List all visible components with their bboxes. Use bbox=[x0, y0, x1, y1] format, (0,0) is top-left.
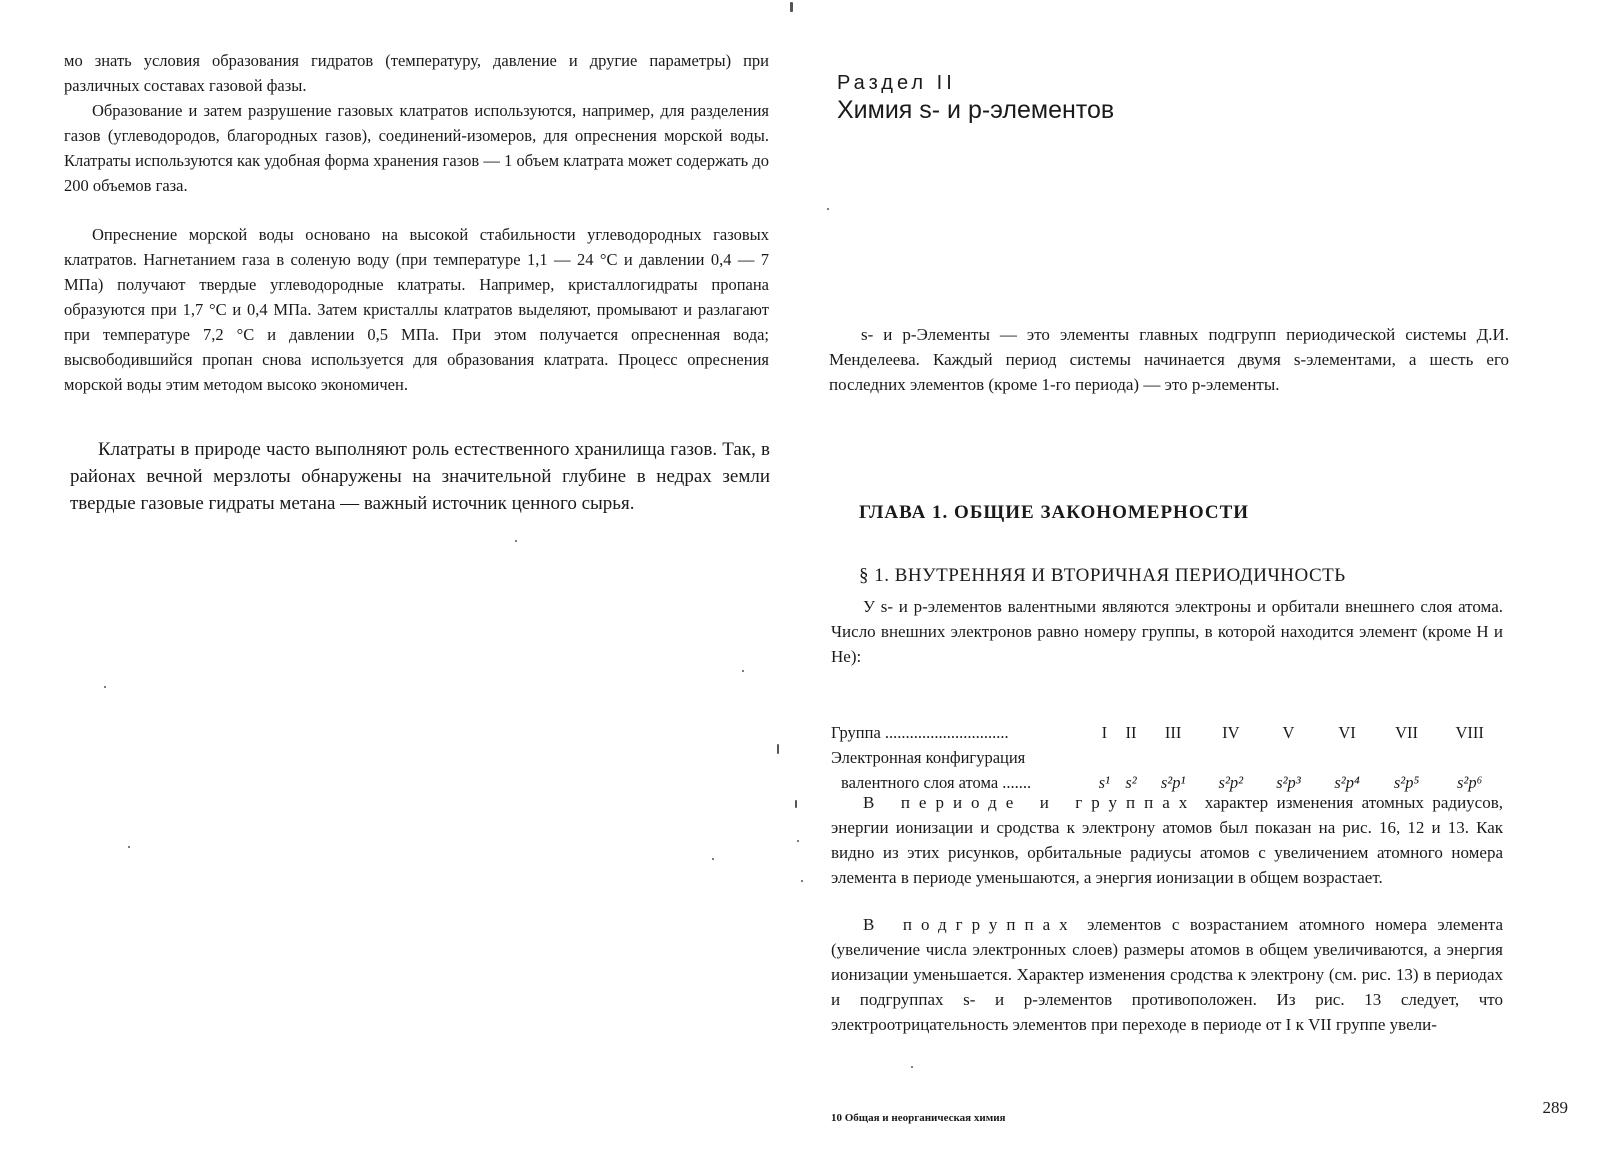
periods-text: характер изменения атомных радиусов, энергии ионизации и сродства к электрону атомов был показан на рис. 16, 12 и 13. Как видно из этих рисунков, орбитальные радиусы атомов с увеличением атомного номера элемента в периоде уменьшаются, а энергия ионизации в общем возрастает. bbox=[831, 793, 1504, 887]
intro-paragraph: s- и p-Элементы — это элементы главных подгрупп периодической системы Д.И. Менделеева. Каждый период системы начинается двумя s-элементами, а шесть его последних элементов (кроме 1-го периода) — это p-элементы. bbox=[829, 325, 1509, 394]
scan-speck bbox=[777, 744, 779, 754]
section-title: Химия s- и p-элементов bbox=[837, 96, 1115, 124]
config-cell: s²p² bbox=[1218, 773, 1244, 792]
config-cell: s²p¹ bbox=[1160, 773, 1186, 792]
config-cell: s²p⁶ bbox=[1456, 773, 1483, 792]
group-cell: II bbox=[1125, 723, 1137, 742]
subgroups-text: элементов с возрастанием атомного номера элемента (увеличение числа электронных слоев) размеры атомов в общем увеличиваются, а энергия ионизации уменьшается. Характер изменения сродства к электрону (см. рис. 13) в периодах и подгруппах s- и p-элементов противоположен. Из рис. 13 следует, что электроотрицательность элементов при переходе в периоде от I к VII группе увели- bbox=[831, 915, 1503, 1034]
scan-speck bbox=[790, 2, 793, 12]
group-label: Группа .............................. bbox=[831, 723, 1009, 742]
paragraph-heading: § 1. ВНУТРЕННЯЯ И ВТОРИЧНАЯ ПЕРИОДИЧНОСТЬ bbox=[859, 565, 1346, 586]
left-paragraph-1: мо знать условия образования гидратов (температуру, давление и другие параметры) при различных составах газовой фазы. bbox=[64, 51, 769, 95]
valence-paragraph: У s- и p-элементов валентными являются электроны и орбитали внешнего слоя атома. Число внешних электронов равно номеру группы, в которой находится элемент (кроме Н и Не): bbox=[831, 597, 1503, 666]
scan-speck bbox=[795, 800, 797, 808]
group-cell: V bbox=[1282, 723, 1295, 742]
scan-speck bbox=[128, 846, 130, 848]
scan-speck bbox=[742, 670, 744, 672]
page-number: 289 bbox=[1542, 1098, 1568, 1117]
config-cell: s²p⁴ bbox=[1334, 773, 1360, 792]
section-label: Раздел II bbox=[837, 72, 956, 94]
group-cell: I bbox=[1101, 723, 1108, 742]
scan-speck bbox=[801, 880, 803, 882]
config-cell: s²p³ bbox=[1276, 773, 1301, 792]
configuration-table bbox=[831, 718, 1503, 793]
right-page bbox=[807, 0, 1614, 1152]
left-paragraph-4: Клатраты в природе часто выполняют роль естественного хранилища газов. Так, в районах вечной мерзлоты обнаружены на значительной глубине в недрах земли твердые газовые гидраты метана — важный источник ценного сырья. bbox=[70, 439, 770, 514]
scan-speck bbox=[515, 540, 517, 542]
config-cell: s²p⁵ bbox=[1393, 773, 1420, 792]
scan-speck bbox=[797, 840, 799, 842]
group-cell: VIII bbox=[1455, 723, 1484, 742]
table-row bbox=[831, 743, 1503, 768]
config-label-line1: Электронная конфигурация bbox=[831, 748, 1026, 767]
config-cell: s¹ bbox=[1098, 773, 1111, 792]
left-paragraph-2: Образование и затем разрушение газовых клатратов используются, например, для разделения газов (углеводородов, благородных газов), соединений-изомеров, для опреснения морской воды. Клатраты используются как удобная форма хранения газов — 1 объем клатрата может содержать до 200 объемов газа. bbox=[64, 101, 769, 195]
group-cell: VII bbox=[1395, 723, 1418, 742]
left-paragraph-3: Опреснение морской воды основано на высокой стабильности углеводородных газовых клатратов. Нагнетанием газа в соленую воду (при температуре 1,1 — 24 °С и давлении 0,4 — 7 МПа) получают твердые углеводородные клатраты. Например, кристаллогидраты пропана образуются при 1,7 °С и 0,4 МПа. Затем кристаллы клатратов выделяют, промывают и разлагают при температуре 7,2 °С и давлении 0,5 МПа. При этом получается опресненная вода; высвободившийся пропан снова используется для образования клатрата. Процесс опреснения морской воды этим методом высоко экономичен. bbox=[64, 225, 769, 394]
config-cell: s² bbox=[1125, 773, 1137, 792]
scan-speck bbox=[827, 208, 829, 210]
table-row bbox=[831, 718, 1503, 743]
spaced-lead: В подгруппах bbox=[863, 915, 1077, 934]
subgroups-paragraph bbox=[831, 912, 1503, 1037]
group-cell: IV bbox=[1222, 723, 1240, 742]
group-cell: III bbox=[1164, 723, 1182, 742]
scan-speck bbox=[911, 1066, 913, 1068]
group-cell: VI bbox=[1338, 723, 1356, 742]
scan-speck bbox=[712, 858, 714, 860]
scan-speck bbox=[104, 686, 106, 688]
footer-note: 10 Общая и неорганическая химия bbox=[831, 1112, 1006, 1124]
config-label-line2: валентного слоя атома ....... bbox=[841, 773, 1032, 792]
spaced-lead: В периоде и группах bbox=[863, 793, 1197, 812]
periods-paragraph bbox=[831, 790, 1503, 890]
chapter-title: ГЛАВА 1. ОБЩИЕ ЗАКОНОМЕРНОСТИ bbox=[859, 502, 1250, 523]
